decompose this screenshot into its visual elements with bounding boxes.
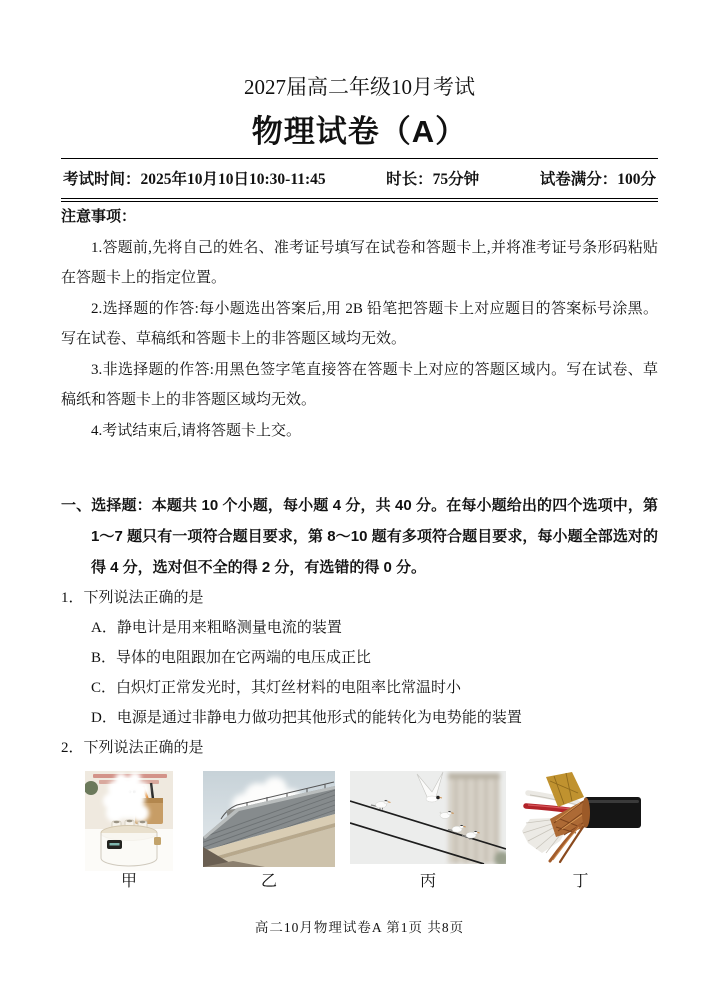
notes-block	[61, 202, 658, 446]
section-1-title: 一、选择题：	[61, 497, 152, 514]
question-2-number: 2．	[61, 740, 84, 756]
figure-jia	[85, 771, 173, 891]
stripped-shielded-cable-photo	[520, 771, 641, 865]
figure-jia-label: 甲	[120, 873, 137, 890]
question-2-figures	[85, 771, 658, 891]
question-1-option-a: A．静电计是用来粗略测量电流的装置	[91, 620, 342, 636]
question-1-option-b: B．导体的电阻跟加在它两端的电压成正比	[91, 650, 372, 666]
question-2-stem: 2．下列说法正确的是	[61, 740, 204, 756]
exam-title: 2027届高二年级10月考试	[244, 75, 475, 99]
paper-title: 物理试卷（A）	[251, 114, 468, 149]
figure-bing-label: 丙	[419, 873, 436, 890]
question-1-option-c: C．白炽灯正常发光时，其灯丝材料的电阻率比常温时小	[91, 680, 462, 696]
question-2	[61, 733, 658, 891]
exam-info-bar	[61, 158, 658, 202]
question-1	[61, 583, 658, 733]
section-1-description: 本题共 10 个小题，每小题 4 分，共 40 分。在每小题给出的四个选项中，第 1～7 题只有一项符合题目要求，第 8～10 题有多项符合题目要求，每小题全部选对的得 4 分，选对但不全的得 2 分，有选错的得 0 分。	[91, 497, 658, 576]
exam-duration: 时长：75分钟	[386, 171, 480, 188]
note-item-4: 4.考试结束后,请将答题卡上交。	[91, 422, 302, 439]
figure-yi	[203, 771, 335, 891]
note-item-2: 2.选择题的作答:每小题选出答案后,用 2B 铅笔把答题卡上对应题目的答案标号涂黑。写在试卷、草稿纸和答题卡上的非答题区域均无效。	[61, 300, 658, 347]
question-1-stem: 1．下列说法正确的是	[61, 590, 204, 606]
roof-lightning-rod-photo	[203, 771, 335, 867]
question-1-number: 1．	[61, 590, 84, 606]
exam-full-score: 试卷满分：100分	[539, 171, 656, 188]
notes-heading: 注意事项：	[61, 208, 137, 225]
humidifier-mist-photo	[85, 771, 173, 871]
question-1-option-d: D．电源是通过非静电力做功把其他形式的能转化为电势能的装置	[91, 710, 522, 726]
section-1-header	[61, 490, 658, 583]
figure-ding-label: 丁	[572, 873, 589, 890]
figure-yi-label: 乙	[260, 873, 277, 890]
page-footer: 高二10月物理试卷A 第1页 共8页	[254, 920, 465, 935]
question-1-options	[61, 613, 658, 733]
note-item-1: 1.答题前,先将自己的姓名、准考证号填写在试卷和答题卡上,并将准考证号条形码粘贴在答题卡上的指定位置。	[61, 239, 658, 286]
exam-time: 考试时间：2025年10月10日10:30-11:45	[63, 171, 326, 188]
figure-ding	[520, 771, 641, 891]
figure-bing	[350, 771, 506, 891]
birds-on-wires-photo	[350, 771, 506, 864]
note-item-3: 3.非选择题的作答:用黑色签字笔直接答在答题卡上对应的答题区域内。写在试卷、草稿纸和答题卡上的非答题区域均无效。	[61, 361, 658, 408]
